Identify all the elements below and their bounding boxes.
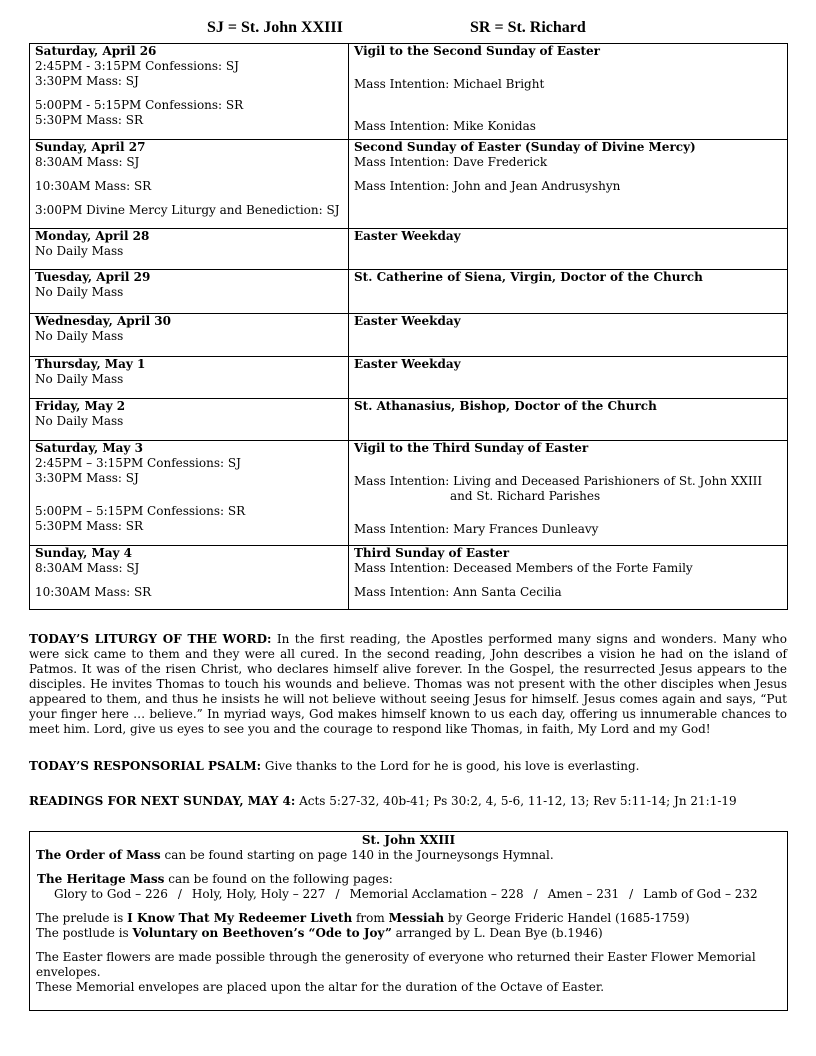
liturgical-title: Second Sunday of Easter (Sunday of Divine Mercy) [354,140,696,154]
postlude-title: Voluntary on Beethoven’s “Ode to Joy” [132,926,392,940]
liturgical-title: St. Athanasius, Bishop, Doctor of the Church [354,399,657,413]
legend-sr: SR = St. Richard [470,19,586,36]
schedule-date: Sunday, April 27 [35,140,146,154]
schedule-line: 5:00PM – 5:15PM Confessions: SR [35,504,246,518]
mass-intention: Mass Intention: Dave Frederick [354,155,548,169]
liturgical-title: Easter Weekday [354,229,461,243]
liturgical-title: Easter Weekday [354,357,461,371]
schedule-line: No Daily Mass [35,329,124,343]
schedule-left-cell [30,229,349,270]
schedule-row [30,270,788,314]
liturgical-title: Vigil to the Second Sunday of Easter [354,44,601,58]
box-title: St. John XXIII [361,833,456,847]
mass-schedule-table [29,43,788,610]
schedule-right-cell [349,399,788,441]
schedule-line: 3:30PM Mass: SJ [35,471,139,485]
liturgical-title: Third Sunday of Easter [354,546,510,560]
prelude-text: by George Frideric Handel (1685-1759) [444,911,690,925]
schedule-left-cell [30,357,349,399]
schedule-row [30,441,788,546]
legend-sj: SJ = St. John XXIII [207,19,343,36]
schedule-right-cell [349,441,788,546]
order-of-mass-line [36,848,781,863]
schedule-row [30,546,788,610]
heritage-mass-label: The Heritage Mass [37,872,165,886]
prelude-work: Messiah [388,911,445,925]
schedule-line: 10:30AM Mass: SR [35,179,152,193]
schedule-left-cell [30,546,349,610]
mass-intention: Mass Intention: John and Jean Andrusyshyn [354,179,621,193]
schedule-line: No Daily Mass [35,372,124,386]
next-sunday-readings [29,794,787,809]
schedule-line: 2:45PM - 3:15PM Confessions: SJ [35,59,239,73]
separator: / [629,887,634,901]
schedule-date: Friday, May 2 [35,399,126,413]
schedule-line: 3:00PM Divine Mercy Liturgy and Benediction: SJ [35,203,340,217]
schedule-right-cell [349,44,788,140]
mass-intention: Mass Intention: Michael Bright [354,77,545,91]
psalm-heading: TODAY’S RESPONSORIAL PSALM: [29,759,262,773]
liturgical-title: Easter Weekday [354,314,461,328]
schedule-right-cell [349,270,788,314]
schedule-row [30,314,788,357]
mass-intention: Mass Intention: Mary Frances Dunleavy [354,522,599,536]
schedule-line: 5:30PM Mass: SR [35,113,143,127]
schedule-row [30,357,788,399]
prelude-title: I Know That My Redeemer Liveth [127,911,353,925]
mass-intention: Mass Intention: Ann Santa Cecilia [354,585,562,599]
order-of-mass-text: can be found starting on page 140 in the Journeysongs Hymnal. [160,848,554,862]
liturgy-heading: TODAY’S LITURGY OF THE WORD: [29,632,272,646]
liturgy-of-the-word [29,632,787,737]
mass-intention: Mass Intention: Mike Konidas [354,119,536,133]
memorial-envelopes-line: These Memorial envelopes are placed upon the altar for the duration of the Octave of Easter. [36,980,605,994]
schedule-left-cell [30,140,349,229]
schedule-right-cell [349,546,788,610]
schedule-line: 8:30AM Mass: SJ [35,155,140,169]
schedule-line: 5:30PM Mass: SR [35,519,143,533]
schedule-left-cell [30,270,349,314]
schedule-date: Saturday, May 3 [35,441,143,455]
schedule-left-cell [30,44,349,140]
schedule-right-cell [349,140,788,229]
prelude-text: from [352,911,389,925]
liturgy-text: In the first reading, the Apostles performed many signs and wonders. Many who were sick came to them and they were all cured. In the second reading, John describes a vision he had on the island of Patmos. It was of the risen Christ, who declares himself alive forever. In the Gospel, the resurrected Jesus appears to the disciples. He invites Thomas to touch his wounds and believe. Thomas was not present with the other disciples when Jesus appeared to them, and thus he insists he will not believe without seeing Jesus for himself. Jesus comes again and says, “Put your finger here … believe.” In myriad ways, God makes himself known to us each day, offering us innumerable chances to meet him. Lord, give us eyes to see you and the courage to respond like Thomas, in faith, My Lord and my God! [29,632,787,736]
schedule-row [30,399,788,441]
schedule-date: Tuesday, April 29 [35,270,151,284]
schedule-line: 2:45PM – 3:15PM Confessions: SJ [35,456,241,470]
schedule-date: Thursday, May 1 [35,357,146,371]
mass-intention: Mass Intention: Living and Deceased Parishioners of St. John XXIII [354,474,763,488]
prelude-text: The prelude is [36,911,128,925]
schedule-left-cell [30,441,349,546]
separator: / [177,887,182,901]
schedule-date: Saturday, April 26 [35,44,157,58]
order-of-mass-label: The Order of Mass [36,848,161,862]
schedule-line: No Daily Mass [35,244,124,258]
page-item: Amen – 231 [547,887,620,901]
schedule-line: No Daily Mass [35,285,124,299]
schedule-date: Sunday, May 4 [35,546,133,560]
psalm-text: Give thanks to the Lord for he is good, his love is everlasting. [261,759,640,773]
prelude-line [36,911,781,926]
easter-flowers-line: The Easter flowers are made possible through the generosity of everyone who returned their Easter Flower Memorial envelopes. [36,950,756,979]
schedule-line: 8:30AM Mass: SJ [35,561,140,575]
heritage-mass-line [36,872,781,887]
liturgical-title: Vigil to the Third Sunday of Easter [354,441,589,455]
schedule-line: No Daily Mass [35,414,124,428]
separator: / [335,887,340,901]
schedule-date: Monday, April 28 [35,229,150,243]
page-item: Lamb of God – 232 [643,887,758,901]
schedule-line: 3:30PM Mass: SJ [35,74,139,88]
page-item: Glory to God – 226 [54,887,168,901]
mass-intention: Mass Intention: Deceased Members of the Forte Family [354,561,693,575]
schedule-date: Wednesday, April 30 [35,314,172,328]
postlude-text: arranged by L. Dean Bye (b.1946) [391,926,603,940]
schedule-right-cell [349,357,788,399]
schedule-line: 10:30AM Mass: SR [35,585,152,599]
heritage-mass-text: can be found on the following pages: [164,872,393,886]
mass-intention-continued: and St. Richard Parishes [450,489,601,503]
readings-text: Acts 5:27-32, 40b-41; Ps 30:2, 4, 5-6, 11-12, 13; Rev 5:11-14; Jn 21:1-19 [295,794,737,808]
schedule-right-cell [349,314,788,357]
schedule-row [30,140,788,229]
page-item: Memorial Acclamation – 228 [349,887,524,901]
readings-heading: READINGS FOR NEXT SUNDAY, MAY 4: [29,794,296,808]
separator: / [533,887,538,901]
st-john-info-box [29,831,788,1011]
page-item: Holy, Holy, Holy – 227 [191,887,326,901]
responsorial-psalm [29,759,787,774]
schedule-left-cell [30,399,349,441]
liturgical-title: St. Catherine of Siena, Virgin, Doctor of the Church [354,270,703,284]
postlude-line [36,926,781,941]
postlude-text: The postlude is [36,926,133,940]
schedule-right-cell [349,229,788,270]
schedule-row [30,44,788,140]
schedule-line: 5:00PM - 5:15PM Confessions: SR [35,98,244,112]
parish-legend [29,19,789,39]
heritage-pages-line [36,887,781,902]
schedule-left-cell [30,314,349,357]
schedule-row [30,229,788,270]
